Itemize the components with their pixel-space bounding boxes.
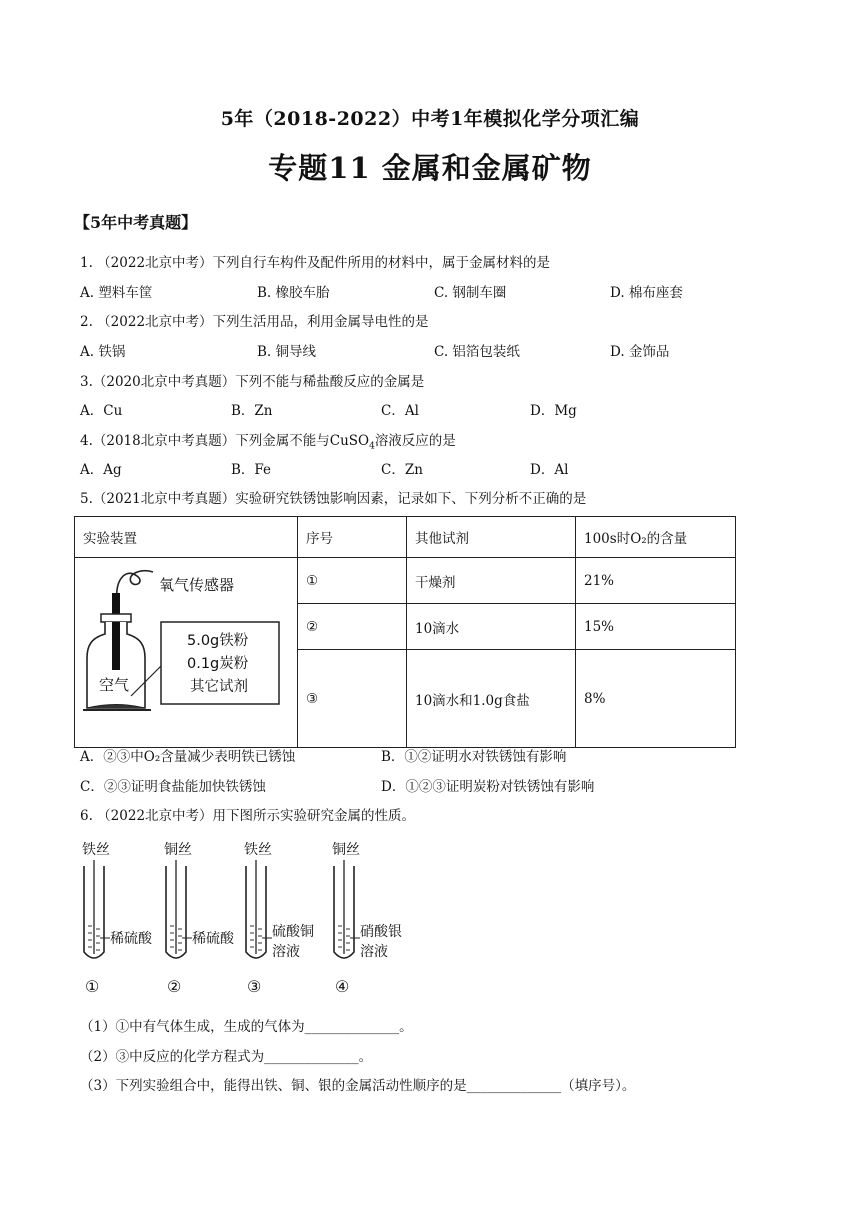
q2-option-b: B. 铜导线 bbox=[257, 344, 317, 360]
q3-option-c: C．Al bbox=[381, 403, 419, 419]
tube-4-liquid-label: 硝酸银 bbox=[360, 924, 402, 940]
q1-option-d: D. 棉布座套 bbox=[610, 285, 683, 301]
tube-4-number: ④ bbox=[335, 977, 350, 996]
box-line-3: 其它试剂 bbox=[190, 679, 248, 695]
section-heading: 【5年中考真题】 bbox=[74, 213, 198, 232]
row1-o2: 21% bbox=[576, 558, 736, 604]
apparatus-cell bbox=[75, 558, 298, 748]
question-6-stem: 6. （2022北京中考）用下图所示实验研究金属的性质。 bbox=[80, 808, 416, 824]
q2-option-c: C. 铝箔包装纸 bbox=[434, 344, 520, 360]
tube-1-wire-label: 铁丝 bbox=[82, 842, 110, 858]
row2-reagent: 10滴水 bbox=[407, 604, 576, 650]
table-header-apparatus: 实验装置 bbox=[75, 517, 298, 558]
q3-option-a: A．Cu bbox=[80, 403, 123, 419]
table-header-o2-content: 100s时O₂的含量 bbox=[576, 517, 736, 558]
q4-option-c: C．Zn bbox=[381, 462, 423, 478]
q4-option-b: B．Fe bbox=[231, 462, 272, 478]
q6-subquestion-3: （3）下列实验组合中，能得出铁、铜、银的金属活动性顺序的是______________（填序号）。 bbox=[80, 1078, 636, 1094]
q2-option-d: D. 金饰品 bbox=[610, 344, 670, 360]
tube-2-number: ② bbox=[167, 977, 182, 996]
test-tube-figure bbox=[70, 836, 430, 1001]
tube-3-liquid-label: 溶液 bbox=[272, 944, 300, 960]
sensor-label: 氧气传感器 bbox=[159, 576, 235, 594]
q3-option-d: D．Mg bbox=[530, 403, 577, 419]
question-4-stem: 4.（2018北京中考真题）下列金属不能与CuSO$_4$溶液反应的是 bbox=[80, 433, 456, 452]
q1-option-c: C. 钢制车圈 bbox=[434, 285, 507, 301]
apparatus-diagram bbox=[75, 558, 297, 743]
tube-1-number: ① bbox=[85, 977, 100, 996]
row2-o2: 15% bbox=[576, 604, 736, 650]
tube-4-liquid-label: 溶液 bbox=[360, 944, 388, 960]
question-2-stem: 2. （2022北京中考）下列生活用品，利用金属导电性的是 bbox=[80, 314, 429, 330]
q5-option-b: B．①②证明水对铁锈蚀有影响 bbox=[381, 749, 567, 765]
question-5-stem: 5.（2021北京中考真题）实验研究铁锈蚀影响因素，记录如下、下列分析不正确的是 bbox=[80, 491, 587, 507]
row3-number: ③ bbox=[298, 650, 407, 748]
q4-option-d: D．Al bbox=[530, 462, 569, 478]
q1-option-b: B. 橡胶车胎 bbox=[257, 285, 330, 301]
q6-subquestion-1: （1）①中有气体生成，生成的气体为______________。 bbox=[80, 1019, 413, 1035]
tube-3-number: ③ bbox=[247, 977, 262, 996]
row1-reagent: 干燥剂 bbox=[407, 558, 576, 604]
row3-o2: 8% bbox=[576, 650, 736, 748]
air-label: 空气 bbox=[99, 676, 130, 694]
q5-option-c: C．②③证明食盐能加快铁锈蚀 bbox=[80, 779, 266, 795]
q4-option-a: A．Ag bbox=[80, 462, 122, 478]
row1-number: ① bbox=[298, 558, 407, 604]
q6-subquestion-2: （2）③中反应的化学方程式为______________。 bbox=[80, 1049, 373, 1065]
tube-3-liquid-label: 硫酸铜 bbox=[272, 924, 314, 940]
document-title: 5年（2018-2022）中考1年模拟化学分项汇编 bbox=[220, 108, 640, 130]
question-1-stem: 1. （2022北京中考）下列自行车构件及配件所用的材料中，属于金属材料的是 bbox=[80, 255, 551, 271]
topic-title: 专题11 金属和金属矿物 bbox=[268, 151, 592, 185]
box-line-1: 5.0g铁粉 bbox=[187, 633, 249, 649]
tube-1-liquid-label: 稀硫酸 bbox=[110, 931, 152, 947]
experiment-table bbox=[74, 516, 736, 748]
q3-option-b: B．Zn bbox=[231, 403, 273, 419]
table-header-number: 序号 bbox=[298, 517, 407, 558]
q5-option-a: A．②③中O₂含量减少表明铁已锈蚀 bbox=[80, 749, 296, 765]
row2-number: ② bbox=[298, 604, 407, 650]
tube-3-wire-label: 铁丝 bbox=[244, 842, 272, 858]
q5-option-d: D．①②③证明炭粉对铁锈蚀有影响 bbox=[381, 779, 595, 795]
row3-reagent: 10滴水和1.0g食盐 bbox=[407, 650, 576, 748]
table-header-reagent: 其他试剂 bbox=[407, 517, 576, 558]
box-line-2: 0.1g炭粉 bbox=[187, 656, 249, 672]
q2-option-a: A. 铁锅 bbox=[80, 344, 126, 360]
tube-4-wire-label: 铜丝 bbox=[332, 842, 360, 858]
q1-option-a: A. 塑料车筐 bbox=[80, 285, 153, 301]
tube-2-wire-label: 铜丝 bbox=[164, 842, 192, 858]
tube-2-liquid-label: 稀硫酸 bbox=[192, 931, 234, 947]
question-3-stem: 3.（2020北京中考真题）下列不能与稀盐酸反应的金属是 bbox=[80, 374, 425, 390]
